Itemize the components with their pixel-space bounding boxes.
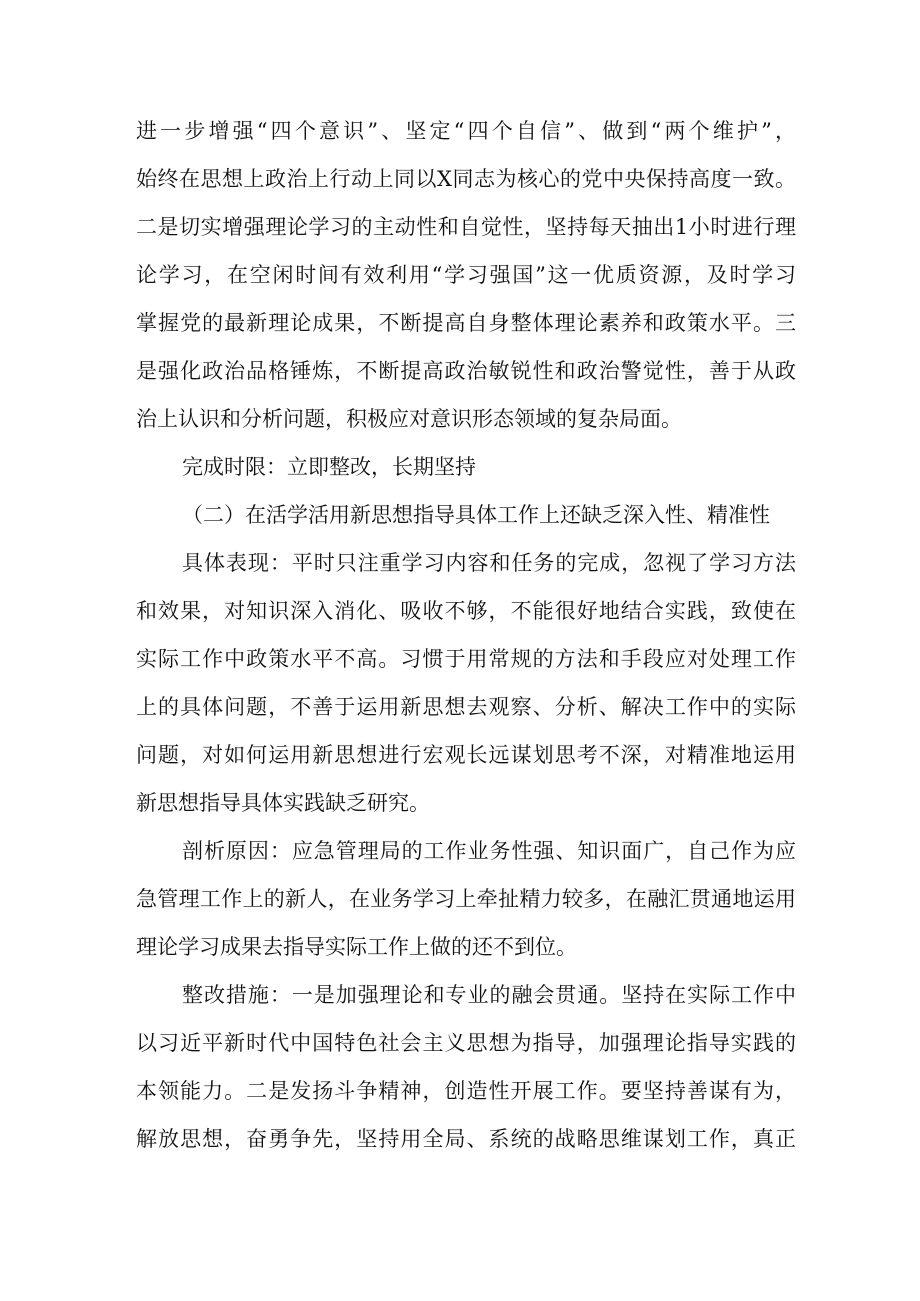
text-line: 具体表现：平时只注重学习内容和任务的完成，忽视了学习方法 [182,551,796,575]
text-line: 始终在思想上政治上行动上同以X同志为核心的党中央保持高度一致。 [136,167,796,191]
text-line: 以习近平新时代中国特色社会主义思想为指导，加强理论指导实践的 [136,1031,796,1055]
text-line: 剖析原因：应急管理局的工作业务性强、知识面广，自己作为应 [182,839,796,863]
text-line: 是强化政治品格锤炼，不断提高政治敏锐性和政治警觉性，善于从政 [136,359,796,383]
text-line: 本领能力。二是发扬斗争精神，创造性开展工作。要坚持善谋有为， [136,1079,796,1103]
text-line: 上的具体问题，不善于运用新思想去观察、分析、解决工作中的实际 [136,695,796,719]
text-line: 实际工作中政策水平不高。习惯于用常规的方法和手段应对处理工作 [136,647,796,671]
text-line: 和效果，对知识深入消化、吸收不够，不能很好地结合实践，致使在 [136,599,796,623]
section-heading: （二）在活学活用新思想指导具体工作上还缺乏深入性、精准性 [182,503,770,527]
text-line: 急管理工作上的新人，在业务学习上牵扯精力较多，在融汇贯通地运用 [136,887,796,911]
text-line: 解放思想，奋勇争先，坚持用全局、系统的战略思维谋划工作，真正 [136,1127,796,1151]
text-line: 掌握党的最新理论成果，不断提高自身整体理论素养和政策水平。三 [136,311,796,335]
deadline-line: 完成时限：立即整改，长期坚持 [182,455,476,479]
text-line: 进一步增强“四个意识”、坚定“四个自信”、做到“两个维护”， [136,119,796,143]
text-line: 论学习，在空闲时间有效利用“学习强国”这一优质资源，及时学习 [136,263,796,287]
text-line: 整改措施：一是加强理论和专业的融会贯通。坚持在实际工作中 [182,983,796,1007]
text-line: 问题，对如何运用新思想进行宏观长远谋划思考不深，对精准地运用 [136,743,796,767]
text-line: 治上认识和分析问题，积极应对意识形态领域的复杂局面。 [136,407,682,431]
text-line: 新思想指导具体实践缺乏研究。 [136,791,430,815]
text-line: 理论学习成果去指导实际工作上做的还不到位。 [136,935,577,959]
text-line: 二是切实增强理论学习的主动性和自觉性，坚持每天抽出1小时进行理 [136,215,796,239]
